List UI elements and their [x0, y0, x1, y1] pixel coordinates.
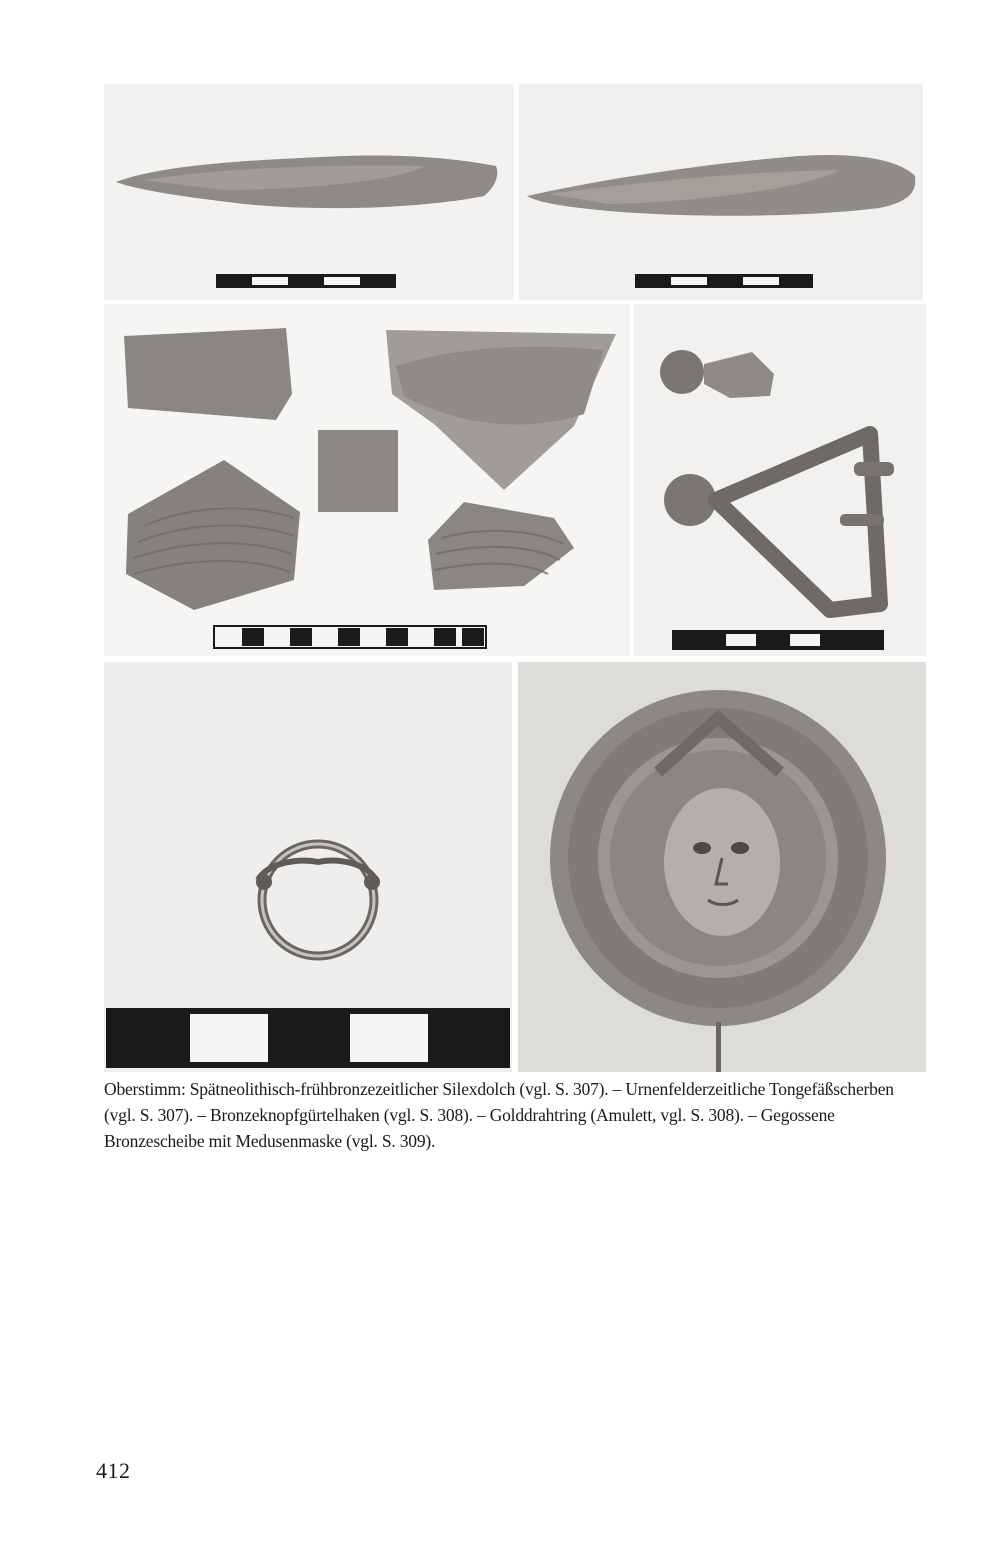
photo-bronze-disc: [518, 662, 926, 1072]
photo-silex-dagger-right: [519, 84, 923, 300]
figure-caption: Oberstimm: Spätneolithisch-frühbronzezeitlicher Silexdolch (vgl. S. 307). – Urnenfelderzeitliche Tongefäßscherben (vgl. S. 307). – Bronzeknopfgürtelhaken (vgl. S. 308). – Golddrahtring (Amulett, vgl. S. 308). – Gegossene Bronzescheibe mit Medusenmaske (vgl. S. 309).: [104, 1079, 894, 1151]
photo-gold-ring: [104, 662, 512, 1072]
scale-bar: [635, 274, 813, 288]
scale-bar: [672, 630, 884, 650]
photo-silex-dagger-left: [104, 84, 514, 300]
page-number: 412: [96, 1458, 131, 1483]
scale-bar: [216, 274, 396, 288]
scale-bar: [214, 626, 486, 648]
scale-bar: [106, 1008, 510, 1068]
photo-pottery-sherds: [104, 304, 630, 656]
photo-belt-hook: [634, 304, 926, 656]
